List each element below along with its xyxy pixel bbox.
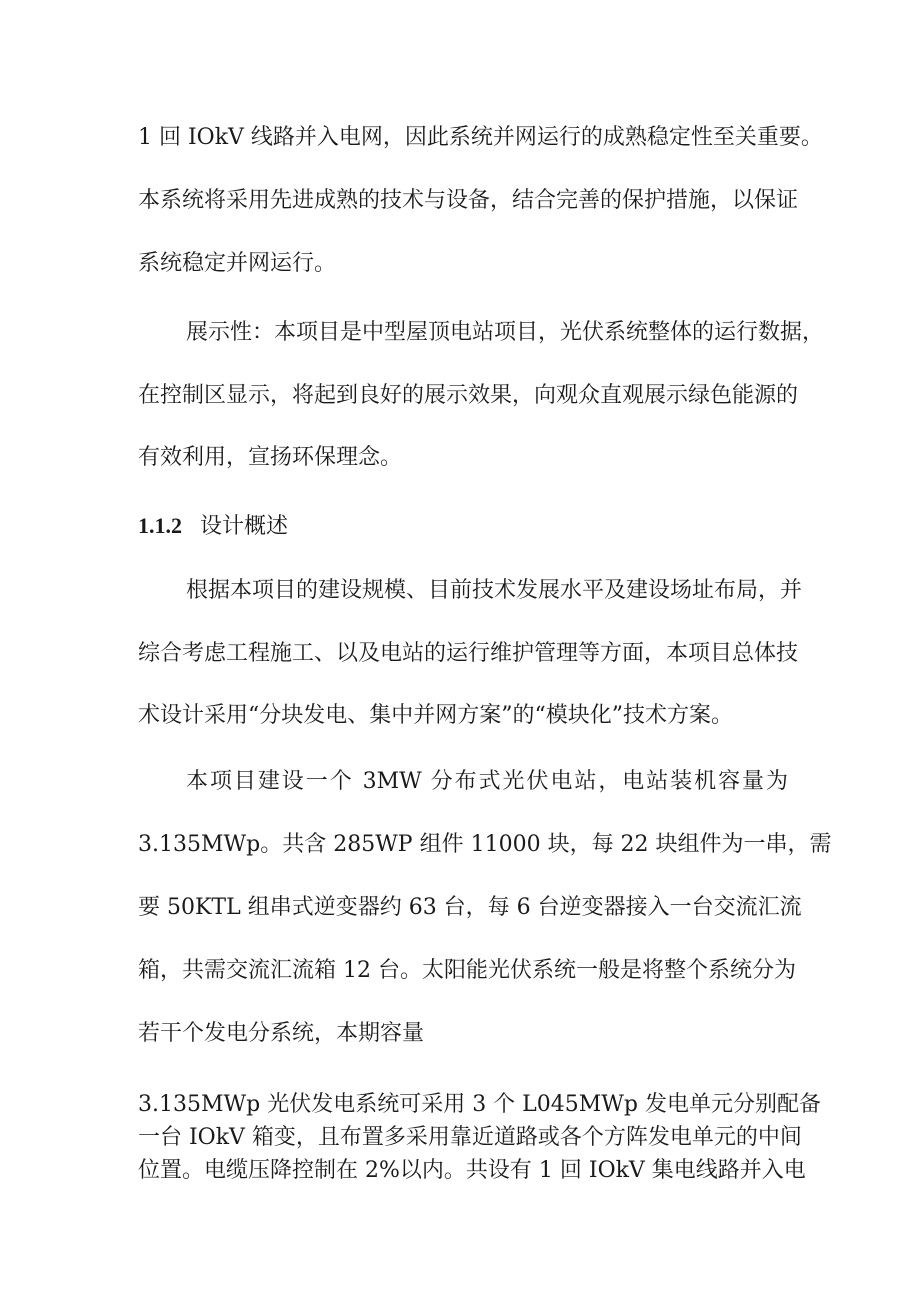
section-title: 设计概述	[200, 514, 289, 539]
paragraph-4-line-5: 若干个发电分系统，本期容量	[138, 1021, 425, 1046]
section-heading	[138, 511, 288, 542]
paragraph-1-line-3: 系统稳定并网运行。	[138, 251, 337, 276]
paragraph-5-line-2: 一台 IOkV 箱变，且布置多采用靠近道路或各个方阵发电单元的中间	[138, 1125, 802, 1150]
paragraph-4-line-1: 本项目建设一个 3MW 分布式光伏电站，电站装机容量为	[186, 769, 788, 794]
section-number: 1.1.2	[138, 513, 182, 538]
paragraph-1-line-1: 1 回 IOkV 线路并入电网，因此系统并网运行的成熟稳定性至关重要。	[138, 125, 823, 150]
paragraph-2-line-3: 有效利用，宣扬环保理念。	[138, 445, 403, 470]
paragraph-3-line-1: 根据本项目的建设规模、目前技术发展水平及建设场址布局，并	[186, 578, 803, 603]
paragraph-5-line-1: 3.135MWp 光伏发电系统可采用 3 个 L045MWp 发电单元分别配备	[138, 1092, 821, 1117]
paragraph-3-line-3: 术设计采用“分块发电、集中并网方案”的“模块化”技术方案。	[138, 703, 733, 728]
paragraph-4-line-4: 箱，共需交流汇流箱 12 台。太阳能光伏系统一般是将整个系统分为	[138, 958, 796, 983]
paragraph-2-line-1: 展示性：本项目是中型屋顶电站项目，光伏系统整体的运行数据，	[186, 320, 825, 345]
paragraph-3-line-2: 综合考虑工程施工、以及电站的运行维护管理等方面，本项目总体技	[138, 641, 799, 666]
paragraph-4-line-2: 3.135MWp。共含 285WP 组件 11000 块，每 22 块组件为一串，需	[138, 832, 832, 857]
paragraph-5-line-3: 位置。电缆压降控制在 2%以内。共设有 1 回 IOkV 集电线路并入电	[138, 1158, 806, 1183]
paragraph-2-line-2: 在控制区显示，将起到良好的展示效果，向观众直观展示绿色能源的	[138, 383, 799, 408]
paragraph-4-line-3: 要 50KTL 组串式逆变器约 63 台，每 6 台逆变器接入一台交流汇流	[138, 895, 802, 920]
paragraph-1-line-2: 本系统将采用先进成熟的技术与设备，结合完善的保护措施，以保证	[138, 188, 799, 213]
